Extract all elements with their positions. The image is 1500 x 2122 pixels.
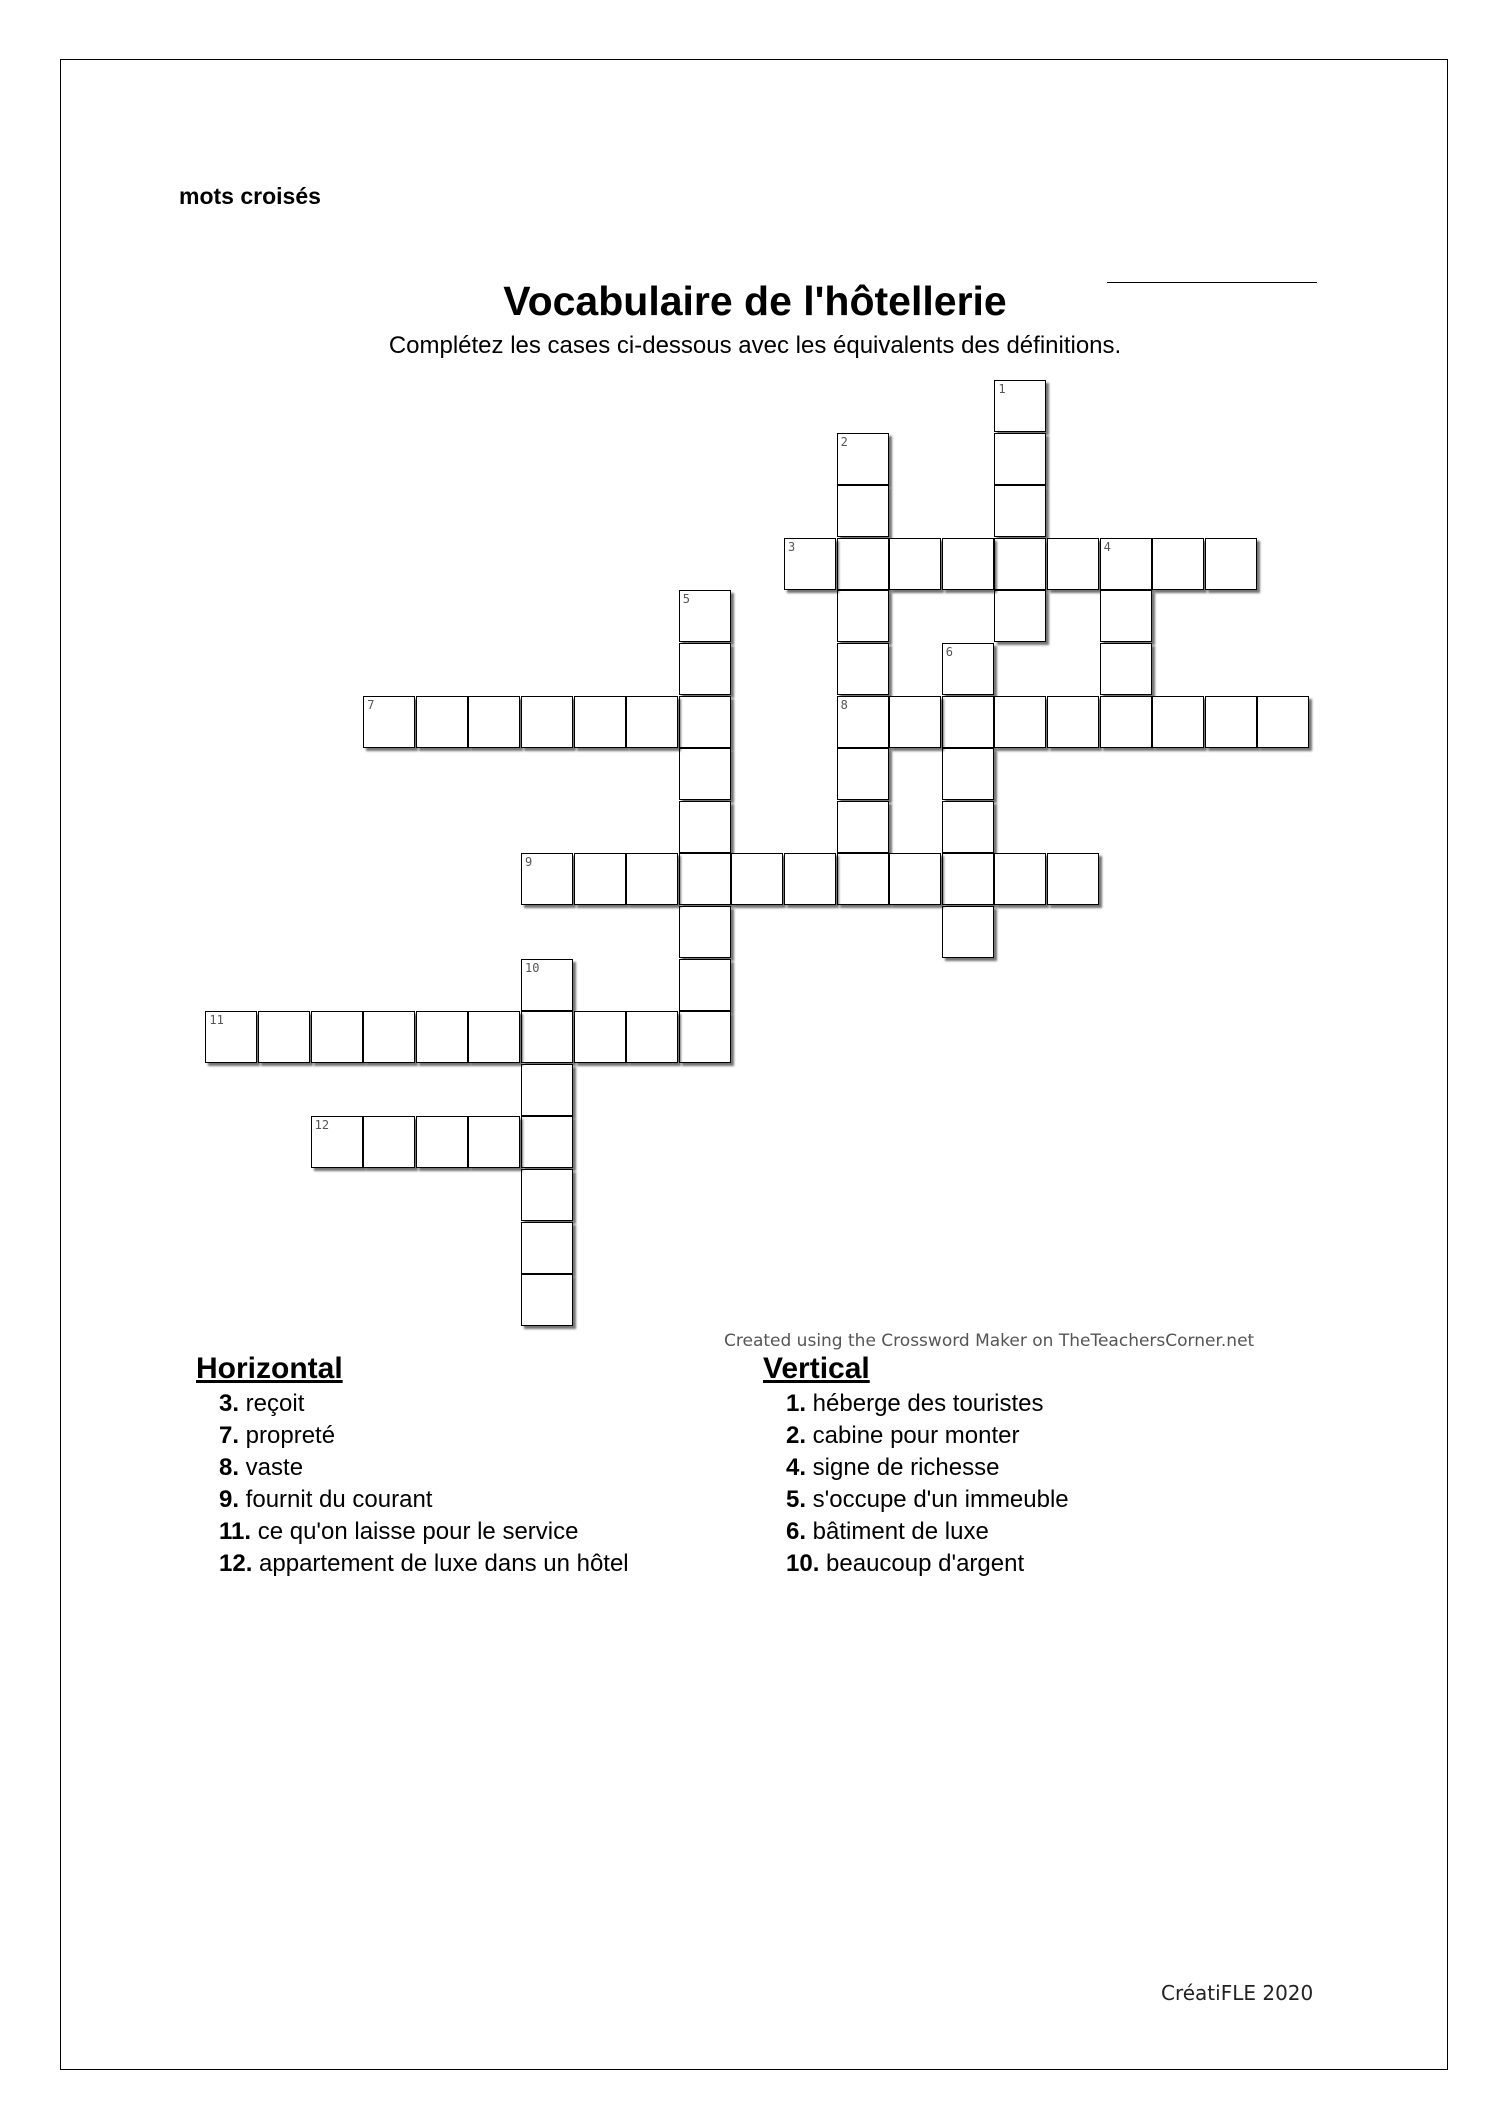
grid-cell[interactable] (889, 696, 941, 748)
clue-item (219, 1548, 629, 1580)
clue-number: 10. (786, 1550, 820, 1577)
clue-number: 3 (788, 539, 796, 554)
grid-cell[interactable] (679, 696, 731, 748)
grid-cell[interactable] (416, 1116, 468, 1168)
grid-cell[interactable] (1047, 853, 1099, 905)
grid-cell[interactable] (889, 853, 941, 905)
grid-cell[interactable] (521, 1222, 573, 1274)
clue-number: 3. (219, 1390, 240, 1417)
grid-cell[interactable] (942, 748, 994, 800)
clue-number: 5. (786, 1486, 807, 1513)
grid-cell[interactable] (363, 696, 415, 748)
grid-cell[interactable] (942, 696, 994, 748)
clue-number: 7 (367, 697, 375, 712)
grid-cell[interactable] (679, 801, 731, 853)
clue-number: 7. (219, 1422, 240, 1449)
horizontal-clues (196, 1352, 629, 1580)
footer-credit: CréatiFLE 2020 (1161, 1981, 1314, 2005)
clue-item (219, 1484, 629, 1516)
grid-cell[interactable] (837, 433, 889, 485)
grid-cell[interactable] (784, 538, 836, 590)
grid-cell[interactable] (837, 696, 889, 748)
grid-cell[interactable] (679, 906, 731, 958)
grid-cell[interactable] (942, 906, 994, 958)
grid-cell[interactable] (363, 1011, 415, 1063)
grid-cell[interactable] (994, 538, 1046, 590)
grid-cell[interactable] (837, 853, 889, 905)
grid-cell[interactable] (1047, 538, 1099, 590)
grid-cell[interactable] (679, 748, 731, 800)
clue-item (786, 1484, 1069, 1516)
grid-cell[interactable] (258, 1011, 310, 1063)
page-title: Vocabulaire de l'hôtellerie (503, 278, 1007, 324)
grid-cell[interactable] (837, 801, 889, 853)
grid-cell[interactable] (521, 696, 573, 748)
grid-cell[interactable] (521, 1169, 573, 1221)
grid-cell[interactable] (942, 538, 994, 590)
grid-cell[interactable] (1152, 696, 1204, 748)
grid-cell[interactable] (994, 433, 1046, 485)
grid-cell[interactable] (574, 1011, 626, 1063)
clue-number: 10 (525, 960, 540, 975)
grid-cell[interactable] (468, 1011, 520, 1063)
grid-cell[interactable] (416, 696, 468, 748)
vertical-clues (763, 1352, 1069, 1580)
grid-cell[interactable] (994, 485, 1046, 537)
clue-item (219, 1388, 629, 1420)
grid-cell[interactable] (521, 959, 573, 1011)
clue-text: héberge des touristes (806, 1390, 1044, 1417)
grid-cell[interactable] (837, 590, 889, 642)
grid-cell[interactable] (837, 485, 889, 537)
clue-text: reçoit (239, 1390, 305, 1417)
grid-cell[interactable] (311, 1011, 363, 1063)
grid-cell[interactable] (1205, 538, 1257, 590)
clue-item (786, 1420, 1069, 1452)
clue-text: signe de richesse (806, 1454, 1000, 1481)
grid-cell[interactable] (1100, 538, 1152, 590)
clue-number: 9. (219, 1486, 240, 1513)
clue-text: appartement de luxe dans un hôtel (252, 1550, 629, 1577)
clue-number: 2. (786, 1422, 807, 1449)
grid-cell[interactable] (1257, 696, 1309, 748)
clue-text: cabine pour monter (806, 1422, 1020, 1449)
grid-cell[interactable] (679, 853, 731, 905)
grid-cell[interactable] (574, 853, 626, 905)
grid-cell[interactable] (731, 853, 783, 905)
grid-cell[interactable] (889, 538, 941, 590)
clue-number: 2 (840, 434, 848, 449)
clue-item (219, 1516, 629, 1548)
grid-cell[interactable] (1100, 590, 1152, 642)
clue-item (786, 1516, 1069, 1548)
vertical-heading: Vertical (763, 1352, 870, 1385)
grid-cell[interactable] (574, 696, 626, 748)
grid-cell[interactable] (1100, 643, 1152, 695)
grid-cell[interactable] (837, 538, 889, 590)
clue-item (219, 1420, 629, 1452)
clue-text: ce qu'on laisse pour le service (251, 1518, 579, 1545)
grid-cell[interactable] (626, 853, 678, 905)
clue-number: 4 (1103, 539, 1111, 554)
vertical-clue-list (763, 1388, 1069, 1580)
header-label: mots croisés (179, 183, 321, 209)
clue-number: 4. (786, 1454, 807, 1481)
grid-cell[interactable] (679, 959, 731, 1011)
clue-number: 11 (209, 1013, 224, 1028)
clue-text: beaucoup d'argent (819, 1550, 1025, 1577)
clue-text: fournit du courant (239, 1486, 433, 1513)
grid-cell[interactable] (679, 643, 731, 695)
grid-cell[interactable] (521, 1274, 573, 1326)
clue-number: 12 (314, 1118, 330, 1133)
grid-cell[interactable] (837, 748, 889, 800)
clue-number: 5 (682, 592, 691, 607)
clue-number: 9 (525, 855, 533, 870)
grid-cell[interactable] (1100, 696, 1152, 748)
clue-item (786, 1452, 1069, 1484)
clue-number: 6 (945, 645, 954, 659)
grid-cell[interactable] (416, 1011, 468, 1063)
grid-cell[interactable] (521, 853, 573, 905)
grid-cell[interactable] (363, 1116, 415, 1168)
grid-cell[interactable] (1205, 696, 1257, 748)
grid-cell[interactable] (994, 380, 1046, 432)
grid-cell[interactable] (521, 1064, 573, 1116)
grid-cell[interactable] (1047, 696, 1099, 748)
clue-text: vaste (239, 1454, 304, 1481)
grid-cell[interactable] (521, 1116, 573, 1168)
clue-text: s'occupe d'un immeuble (806, 1486, 1069, 1513)
grid-cell[interactable] (468, 1116, 520, 1168)
grid-cell[interactable] (942, 853, 994, 905)
clue-item (786, 1548, 1069, 1580)
clue-text: propreté (239, 1422, 336, 1449)
clue-number: 6. (786, 1518, 807, 1545)
grid-cell[interactable] (626, 696, 678, 748)
grid-cell[interactable] (942, 801, 994, 853)
clue-number: 8 (840, 697, 848, 712)
grid-cell[interactable] (205, 1011, 257, 1063)
clue-text: bâtiment de luxe (806, 1518, 989, 1545)
clue-item (786, 1388, 1069, 1420)
grid-cell[interactable] (679, 590, 731, 642)
grid-cell[interactable] (521, 1011, 573, 1063)
grid-cell[interactable] (626, 1011, 678, 1063)
credit-text: Created using the Crossword Maker on TheTeachersCorner.net (724, 1331, 1255, 1351)
clue-number: 8. (219, 1454, 240, 1481)
horizontal-clue-list (196, 1388, 629, 1580)
grid-cell[interactable] (784, 853, 836, 905)
clue-number: 1. (786, 1390, 807, 1417)
grid-cell[interactable] (468, 696, 520, 748)
grid-cell[interactable] (1152, 538, 1204, 590)
grid-cell[interactable] (311, 1116, 363, 1168)
clue-number: 1 (998, 382, 1006, 396)
page-subtitle: Complétez les cases ci-dessous avec les équivalents des définitions. (388, 332, 1122, 359)
grid-cell[interactable] (994, 590, 1046, 642)
grid-cell[interactable] (837, 643, 889, 695)
grid-cell[interactable] (679, 1011, 731, 1063)
clue-item (219, 1452, 629, 1484)
clue-number: 12. (219, 1550, 253, 1577)
horizontal-heading: Horizontal (196, 1352, 343, 1385)
clue-number: 11. (219, 1518, 252, 1545)
grid-cell[interactable] (942, 643, 994, 695)
grid-cell[interactable] (994, 696, 1046, 748)
grid-cell[interactable] (994, 853, 1046, 905)
